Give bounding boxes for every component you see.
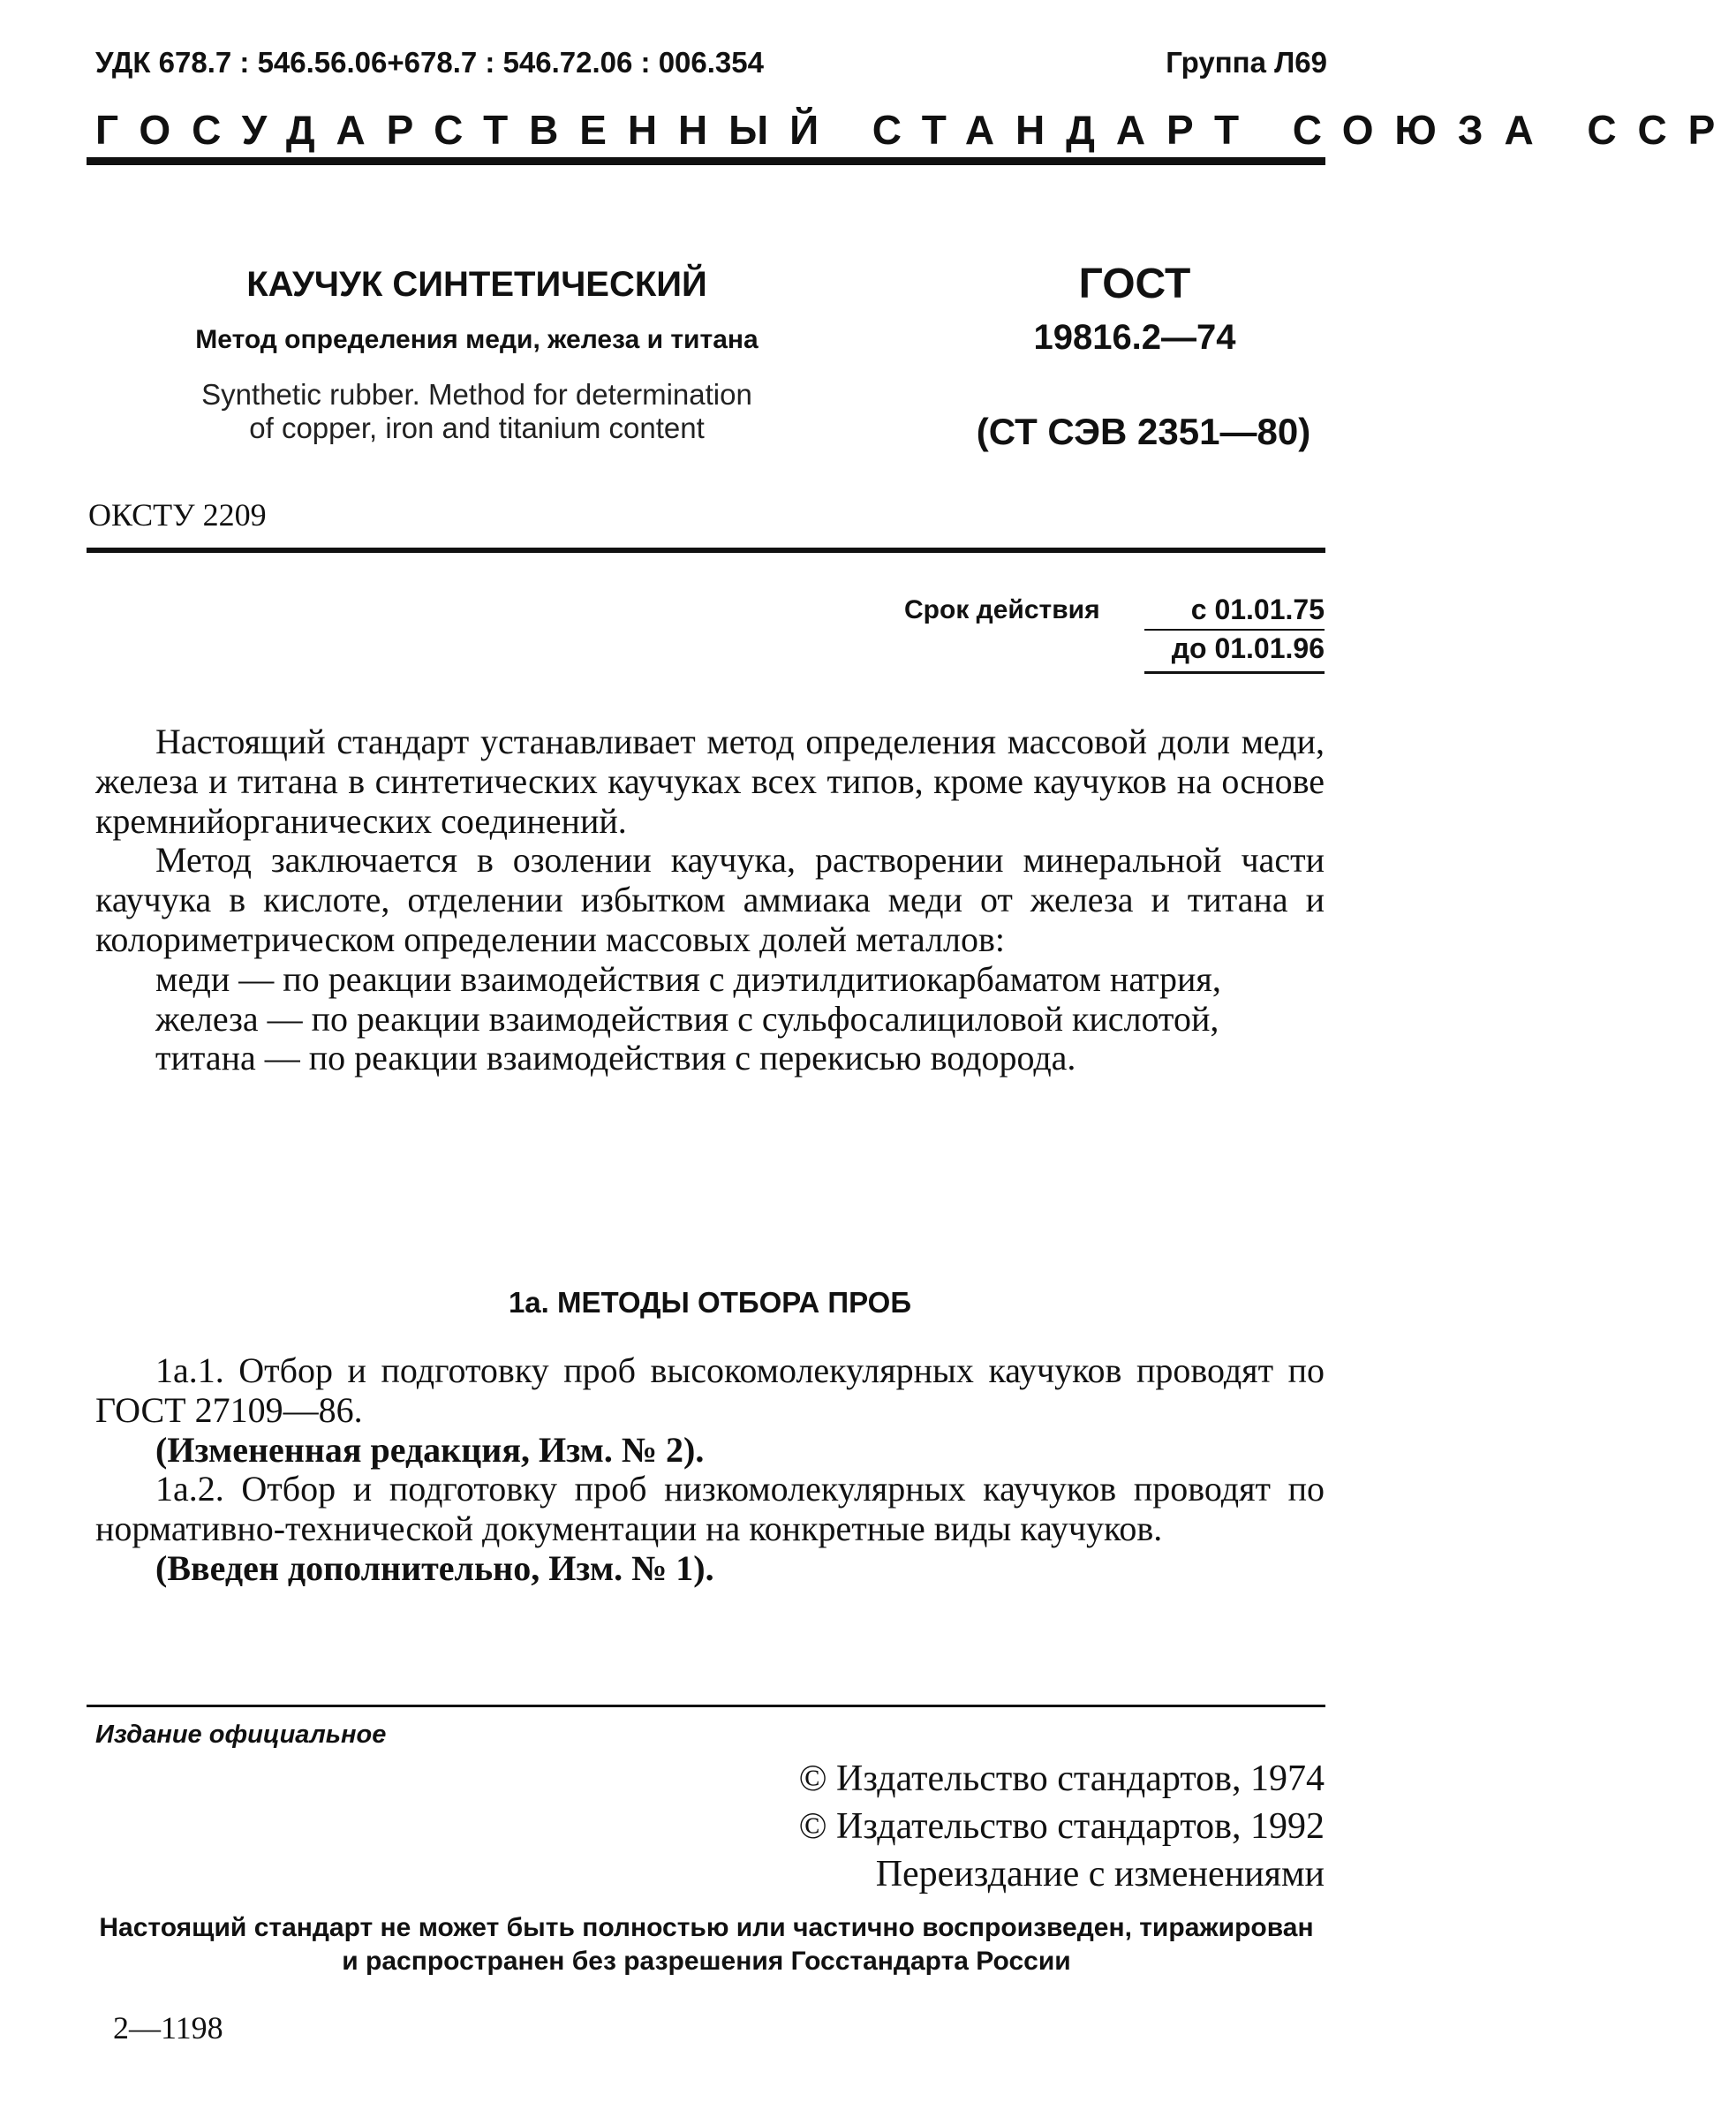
- validity-underline: [1144, 671, 1325, 674]
- udk-code: УДК 678.7 : 546.56.06+678.7 : 546.72.06 : 006.354: [95, 46, 764, 79]
- english-title-line1: Synthetic rubber. Method for determination: [201, 378, 752, 411]
- document-subtitle: Метод определения меди, железа и титана: [195, 325, 759, 354]
- intro-text: [95, 722, 1325, 1078]
- section-rule: [87, 548, 1325, 553]
- top-rule: [87, 157, 1325, 165]
- paragraph-copper: меди — по реакции взаимодействия с диэтилдитиокарбаматом натрия,: [155, 958, 1221, 999]
- validity-to: до 01.01.96: [1171, 632, 1325, 664]
- group-code: Группа Л69: [1166, 46, 1327, 79]
- paragraph-method: Метод заключается в озолении каучука, растворении минеральной части каучука в кислоте, отделении избытком аммиака меди от железа и титана и колориметрическом определении массовых долей металлов:: [95, 840, 1325, 959]
- reproduction-notice: Настоящий стандарт не может быть полностью или частично воспроизведен, тиражирован и распространен без разрешения Госстандарта России: [99, 1913, 1314, 1976]
- paragraph-scope: Настоящий стандарт устанавливает метод определения массовой доли меди, железа и титана в синтетических каучуках всех типов, кроме каучуков на основе кремнийорганических соединений.: [95, 722, 1325, 841]
- gost-label: ГОСТ: [1078, 261, 1191, 307]
- amendment-note-1: (Введен дополнительно, Изм. № 1).: [155, 1547, 714, 1588]
- document-title: КАУЧУК СИНТЕТИЧЕСКИЙ: [246, 265, 707, 304]
- okstu-code: ОКСТУ 2209: [88, 497, 267, 533]
- sampling-item-2: 1а.2. Отбор и подготовку проб низкомолекулярных каучуков проводят по нормативно-технической документации на конкретные виды каучуков.: [95, 1469, 1325, 1549]
- st-sev-number: (СТ СЭВ 2351—80): [976, 411, 1311, 452]
- sampling-item-1: 1а.1. Отбор и подготовку проб высокомолекулярных каучуков проводят по ГОСТ 27109—86.: [95, 1350, 1325, 1430]
- paragraph-titanium: титана — по реакции взаимодействия с перекисью водорода.: [155, 1038, 1076, 1078]
- english-title-line2: of copper, iron and titanium content: [249, 412, 705, 444]
- reissue-note: Переиздание с изменениями: [875, 1854, 1325, 1894]
- page-code: 2—1198: [113, 2010, 223, 2046]
- copyright-1974: © Издательство стандартов, 1974: [798, 1758, 1325, 1799]
- validity-from: с 01.01.75: [1190, 594, 1325, 625]
- amendment-note-2: (Измененная редакция, Изм. № 2).: [155, 1429, 705, 1470]
- section-heading: 1а. МЕТОДЫ ОТБОРА ПРОБ: [508, 1286, 912, 1319]
- gost-number: 19816.2—74: [1033, 318, 1236, 357]
- validity-label: Срок действия: [904, 595, 1100, 624]
- standard-banner: ГОСУДАРСТВЕННЫЙ СТАНДАРТ СОЮЗА ССР: [95, 107, 1736, 153]
- footer-rule: [87, 1705, 1325, 1707]
- copyright-1992: © Издательство стандартов, 1992: [798, 1806, 1325, 1847]
- edition-label: Издание официальное: [95, 1721, 387, 1749]
- paragraph-iron: железа — по реакции взаимодействия с сульфосалициловой кислотой,: [155, 998, 1219, 1039]
- validity-divider: [1144, 629, 1325, 631]
- sampling-text: [95, 1351, 1325, 1589]
